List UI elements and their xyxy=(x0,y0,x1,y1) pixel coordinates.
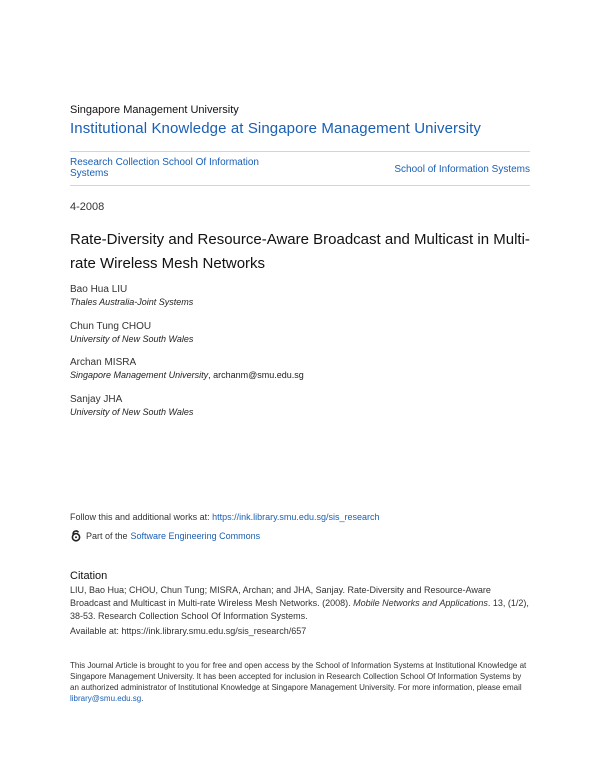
software-engineering-commons-link[interactable]: Software Engineering Commons xyxy=(130,531,261,541)
author-affiliation: University of New South Wales xyxy=(70,407,194,417)
library-email-link[interactable]: library@smu.edu.sg xyxy=(70,694,142,703)
divider-bottom xyxy=(70,185,530,186)
publication-date: 4-2008 xyxy=(70,201,105,213)
author-block xyxy=(70,356,304,381)
available-label: Available at: xyxy=(70,626,119,636)
collection-link-school[interactable]: School of Information Systems xyxy=(394,164,530,175)
article-title: Rate-Diversity and Resource-Aware Broadcast and Multicast in Multi-rate Wireless Mesh Networks xyxy=(70,231,530,272)
part-of-prefix: Part of the xyxy=(86,531,128,541)
access-notice: This Journal Article is brought to you for free and open access by the School of Information Systems at Institutional Knowledge at Singapore Management University. It has been accepted for inclusion in Research Collection School Of Information Systems by an authorized administrator of Institutional Knowledge at Singapore Management University. For more information, please email library@smu.edu.sg. xyxy=(70,661,527,703)
available-at-line xyxy=(70,626,306,636)
author-affiliation: Singapore Management University, archanm@smu.edu.sg xyxy=(70,370,304,380)
follow-prefix: Follow this and additional works at: xyxy=(70,512,213,522)
author-affiliation: Thales Australia-Joint Systems xyxy=(70,297,194,307)
citation-heading: Citation xyxy=(70,570,108,582)
author-name: Archan MISRA xyxy=(70,357,137,368)
author-affiliation: University of New South Wales xyxy=(70,334,194,344)
journal-name: Mobile Networks and Applications xyxy=(353,598,488,608)
available-url[interactable]: https://ink.library.smu.edu.sg/sis_research/657 xyxy=(118,626,307,636)
citation-text: LIU, Bao Hua; CHOU, Chun Tung; MISRA, Archan; and JHA, Sanjay. Rate-Diversity and Resource-Aware Broadcast and Multicast in Multi-rate Wireless Mesh Networks. (2008). Mobile Networks and Applications. 13, (1/2), 38-53. Research Collection School Of Information Systems. xyxy=(70,585,529,621)
author-email: , archanm@smu.edu.sg xyxy=(208,370,304,380)
author-block xyxy=(70,393,193,418)
author-block xyxy=(70,320,193,345)
follow-line xyxy=(70,512,379,522)
follow-link[interactable]: https://ink.library.smu.edu.sg/sis_research xyxy=(212,512,380,522)
divider-top xyxy=(70,151,530,152)
author-name: Chun Tung CHOU xyxy=(70,321,152,332)
author-block xyxy=(70,283,193,308)
author-name: Sanjay JHA xyxy=(70,394,123,405)
open-access-icon xyxy=(70,530,82,542)
part-of-line xyxy=(70,530,260,542)
repository-title-link[interactable]: Institutional Knowledge at Singapore Management University xyxy=(70,120,482,137)
collection-link-research[interactable]: Research Collection School Of Information Systems xyxy=(70,157,259,179)
author-name: Bao Hua LIU xyxy=(70,284,128,295)
university-name: Singapore Management University xyxy=(70,104,239,116)
